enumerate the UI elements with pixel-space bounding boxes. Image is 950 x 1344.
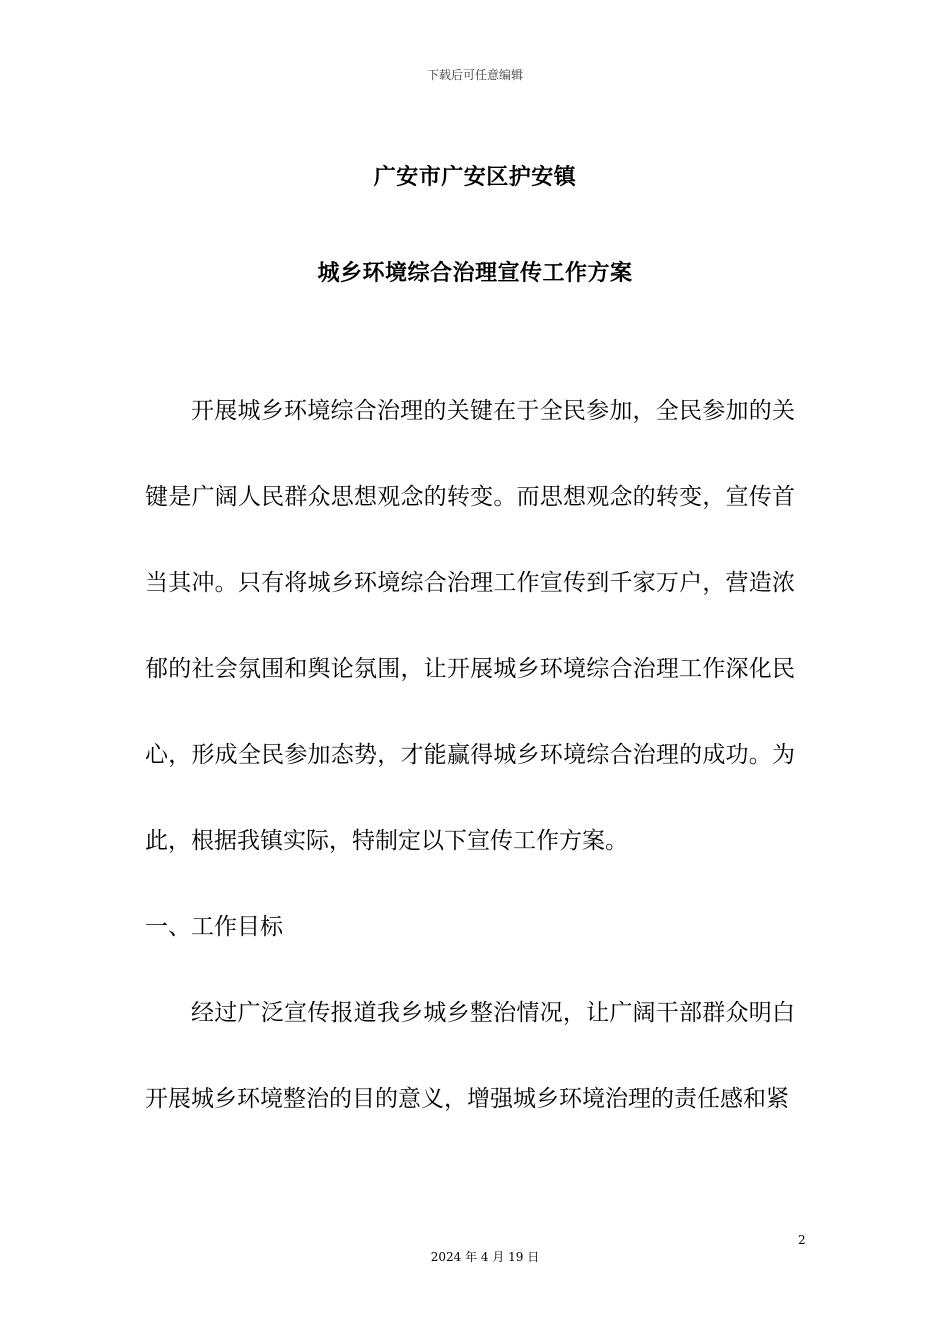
paragraph-intro: 开展城乡环境综合治理的关键在于全民参加，全民参加的关键是广阔人民群众思想观念的转变。而思想观念的转变，宣传首当其冲。只有将城乡环境综合治理工作宣传到千家万户，营造浓郁的社会氛围和舆论氛围，让开展城乡环境综合治理工作深化民心，形成全民参加态势，才能赢得城乡环境综合治理的成功。为此，根据我镇实际，特制定以下宣传工作方案。 [145, 398, 795, 854]
footer-date: 2024 年 4 月 19 日 [430, 1250, 540, 1264]
section-heading-goals: 一、工作目标 [145, 914, 283, 940]
document-title-line-1: 广安市广安区护安镇 [373, 165, 577, 190]
document-body [145, 368, 795, 1142]
document-title-line-2: 城乡环境综合治理宣传工作方案 [317, 261, 633, 286]
paragraph-goals: 经过广泛宣传报道我乡城乡整治情况，让广阔干部群众明白开展城乡环境整治的目的意义，增强城乡环境治理的责任感和紧 [145, 1000, 795, 1112]
header-note: 下载后可任意编辑 [426, 68, 523, 82]
page-number: 2 [798, 1233, 806, 1247]
